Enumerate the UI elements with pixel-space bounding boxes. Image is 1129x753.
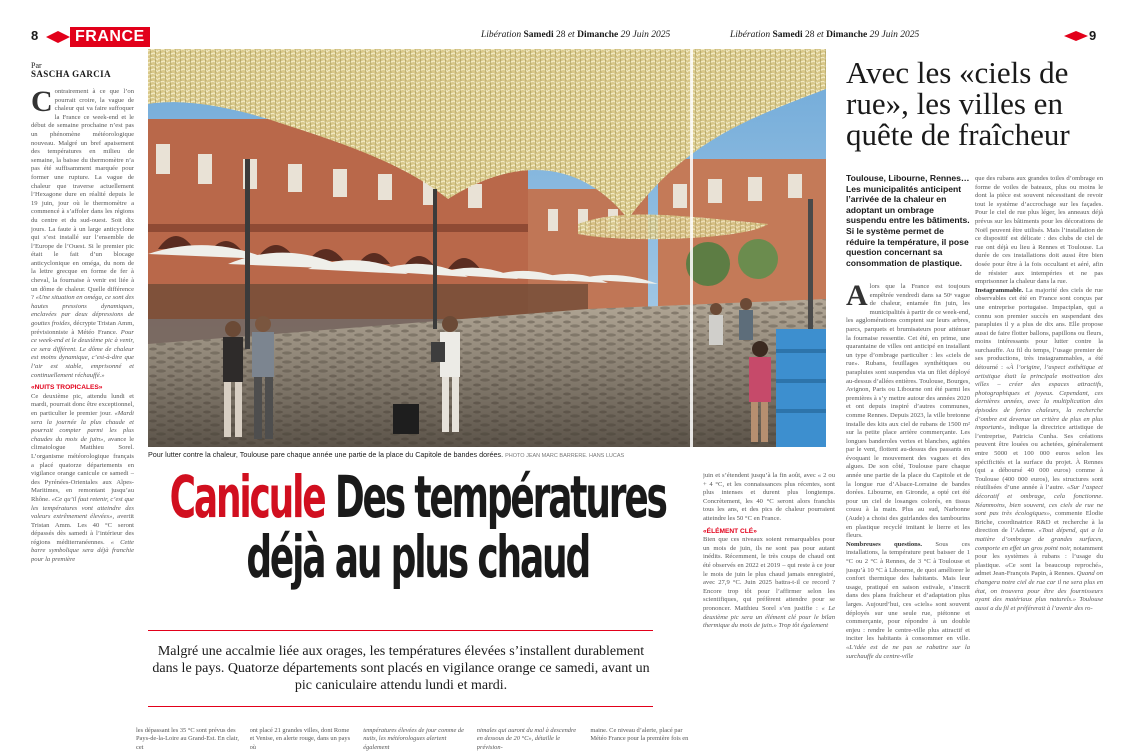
article-chapo: Toulouse, Libourne, Rennes… Les municipalités anticipent l’arrivée de la chaleur en adoptant un ombrage suspendu entre les bâtiments. Si le système permet de réduire la température, il pose question concernant sa consommation de plastique. [846,173,970,268]
paper-name: Libération [730,30,771,40]
date2: 29 Juin 2025 [869,30,920,40]
dropcap: C [31,88,53,118]
day2: Dimanche [826,30,868,40]
bottom-text-strip [136,727,696,753]
bottom-column: maine. Ce niveau d’alerte, placé par Météo France pour la première fois en [590,727,689,743]
left-column-text [31,88,134,753]
paper-name: Libération [481,30,522,40]
bottom-column: les dépassant les 35 °C sont prévus des Pays-de-la-Loire au Grand-Est. En clair, cet [136,727,240,751]
page-gutter [690,49,693,447]
quote: « Le deuxième pic sera un élément clé pour le bilan thermique du mois de juin.» Trop tôt également [703,604,835,630]
bottom-column: températures élevées de jour comme de nuits, les météorologues alertent également [363,727,464,751]
photo-caption [148,450,708,459]
paragraph: indique la directrice artistique de l’entreprise, Patricia Cunha. Ses créations peuvent être louées ou achetées, généralement entre 5000 et 100 000 euros selon les spécificités et la surface du projet. À Rennes (qui a déboursé 40 000 euros) comme à Toulouse (400 000 euros), les structures sont réutilisées d’une année à l’autre. [975,424,1103,492]
photo-illustration [148,49,826,447]
paragraph: La faute à un large anticyclone qui s’est installé sur l’ensemble de l’Europe de l’Ouest. Si le premier pic était le fait d’un blocage anticyclonique en oméga, du nom de la lettre grecque en forme de fer à cheval, la fournaise à venir est liée à un dôme de chaleur. Quelle différence ? [31,225,134,302]
paragraph: Sous ces installations, la température peut baisser de 1 °C ou 2 °C à Rennes, de 3 °C à Toulouse et jusqu’à 10 °C à Libourne, de quoi améliorer le confort thermique des habitants. Mais leur usage, pratiqué en saison estivale, s’inscrit dans des plans fraîcheur et d’adaptation plus larges. Aujourd’hui, ces «ciels» sont souvent déployés sur une seule rue, piétonne et commerçante, pour répondre à un double enjeu : rendre le centre-ville plus attractif et inciter les habitants à consommer en ville. [846,540,970,643]
quote: «Mardi sera la journée la plus chaude et pourrait compter parmi les plus chaudes du mois de juin», [31,409,134,443]
headline-line1: Des températures [334,463,666,531]
quote: Quand on changera notre ciel de rue car il ne sera plus en état, on trouvera pour être des fournisseurs ayant des matériaux plus naturels.» Toulouse aussi a du fil et préférerait à l’avenir des ro- [975,570,1103,612]
byline-par: Par [31,61,42,70]
diamond-icon [1064,31,1088,41]
paragraph: que des rubans aux grandes toiles d’ombrage en forme de voiles de bateaux, plus ou moins le dont la pièce est souvent nécessitant de revoir tout le système d’accrochage sur les façades. Pour le ciel de rue plus léger, les anneaux déjà prévus sur les bâtiments pour les décorations de Noël peuvent être utilisés. Mais l’installation de ce dispositif est délicate : des clubs de ciel de rue ont déjà eu lieu à Rennes et Toulouse. La durée de ces installations doit aussi être bien dosée pour être à la fois occultant et aéré, afin de résister aux intempéries et ne pas emprisonner la chaleur dans la rue. [975,175,1103,286]
date2: 29 Juin 2025 [620,30,671,40]
running-header-right [730,30,919,40]
right-column-text [846,283,970,753]
date1: 28 [555,30,566,40]
day1: Samedi [772,30,803,40]
paragraph: Ce deuxième pic, attendu lundi et mardi, pourrait donc être exceptionnel, en particulier le premier jour. [31,392,134,417]
conj: et [816,30,824,40]
paragraph: commente Elodie Briche, coordinatrice R&D et recherche à la direction de l’Ademe. [975,510,1103,535]
quote: «Tout dépend, qui a la matière d’ombrage de grandes surfaces, comporte en effet un gros point noir, [975,527,1103,552]
headline-kicker: Canicule [169,463,325,531]
paragraph: La majorité des ciels de rue observables cet été en France sont conçus par une entreprise portugaise. Impactplan, qui a connu son premier succès en suspendant des parapluies il y a plus de dix ans. Elle propose aussi de faire flotter ballons, papillons ou fleurs, moins intéressants pour lutter contre la surchauffe. Au fil du temps, l’usage premier de ses productions, très instagrammables, a été détourné : [975,286,1103,372]
deck-rule [148,706,653,707]
byline-author: SASCHA GARCIA [31,69,111,79]
paragraph: décrypte Tristan Amm, prévisionniste à Météo France. [31,320,134,336]
subhead: «ÉLÉMENT CLÉ» [703,527,757,535]
quote: «Ce qu’il faut retenir, c’est que les températures vont atteindre des valeurs extrêmement élevées», [31,495,134,521]
date1: 28 [804,30,815,40]
lead-in: Instagrammable. [975,286,1024,294]
bottom-column: nimales qui auront du mal à descendre en dessous de 20 °C», détaille le prévision- [476,727,577,751]
quote: Pour ce week-end et le deuxième pic à venir, ce sera différent. Le dôme de chaleur est moins dynamique, c’est-à-dire que l’air est stable, emprisonné et continuellement réchauffé.» [31,328,134,379]
page-number-left: 8 [31,28,39,43]
deck-rule [148,630,653,631]
paragraph: ontrairement à ce que l’on pourrait croire, la vague de chaleur qui va faire suffoquer la France ce week-end et le début de semaine prochaine n’est pas un phénomène météorologique nouveau. Malgré un bref apaisement des températures en milieu de semaine, la baisse du thermomètre n’a pas été suffisamment marquée pour former une rupture. La vague de chaleur que traverse actuellement l’Hexagone dure en réalité depuis le 19 juin, jour où le thermomètre a commencé à s’affoler dans les régions du centre et du sud-ouest. Soit dix jours. [31,88,134,233]
dropcap: A [846,283,868,312]
day1: Samedi [523,30,554,40]
quote: «Une situation en oméga, ce sont des hautes pressions dynamiques, enclavées par deux dépressions de gouttes froides, [31,294,134,328]
paragraph: avertit Tristan Amm. Les 40 °C seront dépassés dès samedi à l’intérieur des régions méditerranéennes. [31,513,134,546]
bottom-column: ont placé 21 grandes villes, dont Rome et Venise, en alerte rouge, dans un pays où [249,727,351,751]
lead-photo [148,49,826,447]
photo-credit: PHOTO JEAN MARC BARRERE. HANS LUCAS [505,453,625,459]
section-label: FRANCE [70,27,150,47]
middle-column-text [703,472,835,753]
article-title: Avec les «ciels de rue», les villes en quête de fraîcheur [846,55,1070,152]
quote: «À l’origine, l’aspect esthétique et artistique était la principale motivation des villes – créer des espaces attractifs, photographiques et joyeux. Cependant, ces dernières années, avec la multiplication des épisodes de fortes chaleurs, la recherche d’ombre est devenue un critère de plus en plus important», [975,364,1103,432]
paragraph: lors que la France est toujours empêtrée vendredi dans sa 50ᵉ vague de chaleur, entamée fin juin, les municipalités à partir de ce week-end, les agglomérations comptent sur leurs arbres, parcs, parquets et brumisateurs pour atténuer la fournaise ressentie. Cet été, en prime, une quarantaine de villes ont anticipé en installant un type d’ombrage particulier : les «ciels de rue». Rubans, feuillages synthétiques ou parapluies sont suspendus via un filet déployé au-dessus d’allées entières. Toulouse, Bourges, Avignon, Paris ou Libourne ont été parmi les premières à s’y mettre autour des années 2020 et ont depuis inspiré d’autres communes, comme Rennes. Depuis 2023, la ville bretonne installe des kits aux ciel de rubans de 1500 m² sur la petite place arrière commerçante. Les longues banderoles vertes et blanches, agitées par le vent, flottent au-dessus des passants en évoquant le mouvement des vagues et des algues. De son côté, Toulouse pare chaque année une partie de la place du Capitole et de la longue rue d’Alsace-Lorraine de bandes dorées. Libourne, en Gironde, a opté cet été pour un ciel de losanges colorés, en tissus cousu à la main. Plus au sud, Narbonne (Aude) a choisi des guirlandes des tambourins en plastique recyclé imitant le lierre et les fleurs. [846,283,970,540]
quote: « Cette barre symbolique sera déjà franchie pour la première [31,538,134,564]
headline-line2: déjà au plus chaud [246,523,590,591]
paragraph: avance le climatologue Matthieu Sorel. L’organisme météorologique français a placé quatorze départements en vigilance orange canicule ce samedi – des Pyrénées-Orientales aux Alpes-Maritimes, en remontant jusqu’au Rhône. [31,435,134,503]
day2: Dimanche [577,30,619,40]
deck: Malgré une accalmie liée aux orages, les températures élevées s’installent durablement dans le pays. Quatorze départements sont placés en vigilance orange ce samedi, avant un pic caniculaire attendu lundi et mardi. [152,644,650,693]
diamond-icon [46,31,70,43]
right-column-2-text [975,175,1103,753]
running-header-left [481,30,670,40]
headline [148,463,687,591]
section-logo [46,26,150,48]
quote: «Sur l’aspect décoratif et ombrage, cela fonctionne. Néanmoins, bien souvent, ces ciels de rue ne sont pas très écologiques», [975,484,1103,518]
paragraph: juin et s’étendent jusqu’à la fin août, avec « 2 ou + 4 °C, et les connaissances plus récentes, sont plus intenses et durent plus longtemps. Concrètement, les 40 °C seront alors franchis tous les ans, et des pics de chaleur pourraient atteindre les 50 °C en France. [703,472,835,522]
subhead: «NUITS TROPICALES» [31,384,103,392]
conj: et [567,30,575,40]
quote: «L’idée est de ne pas se rabattre sur la surchauffe du centre-ville [846,643,970,660]
lead-in: Nombreuses questions. [846,540,923,548]
caption-text: Pour lutter contre la chaleur, Toulouse pare chaque année une partie de la place du Capitole de bandes dorées. [148,450,504,459]
paragraph: Bien que ces niveaux soient remarquables pour un mois de juin, ils ne sont pas pour autant inédits. Récemment, le très coups de chaud ont été observés en 2022 et 2019 – qui reste à ce jour le mois de juin le plus chaud jamais enregistré, avec 27,9 °C. Juin 2025 battra-t-il ce record ? Encore trop tôt pour l’affirmer selon les scientifiques, qui préfèrent attendre pour se prononcer. Matthieu Sorel s’en justifie : [703,536,835,612]
page-number-right: 9 [1089,28,1097,43]
paragraph: notamment pour les systèmes à rubans : l’usage du plastique. «Ce sont la beaucoup reproché», admet Jean-François Papin, à Rennes. [975,544,1103,578]
